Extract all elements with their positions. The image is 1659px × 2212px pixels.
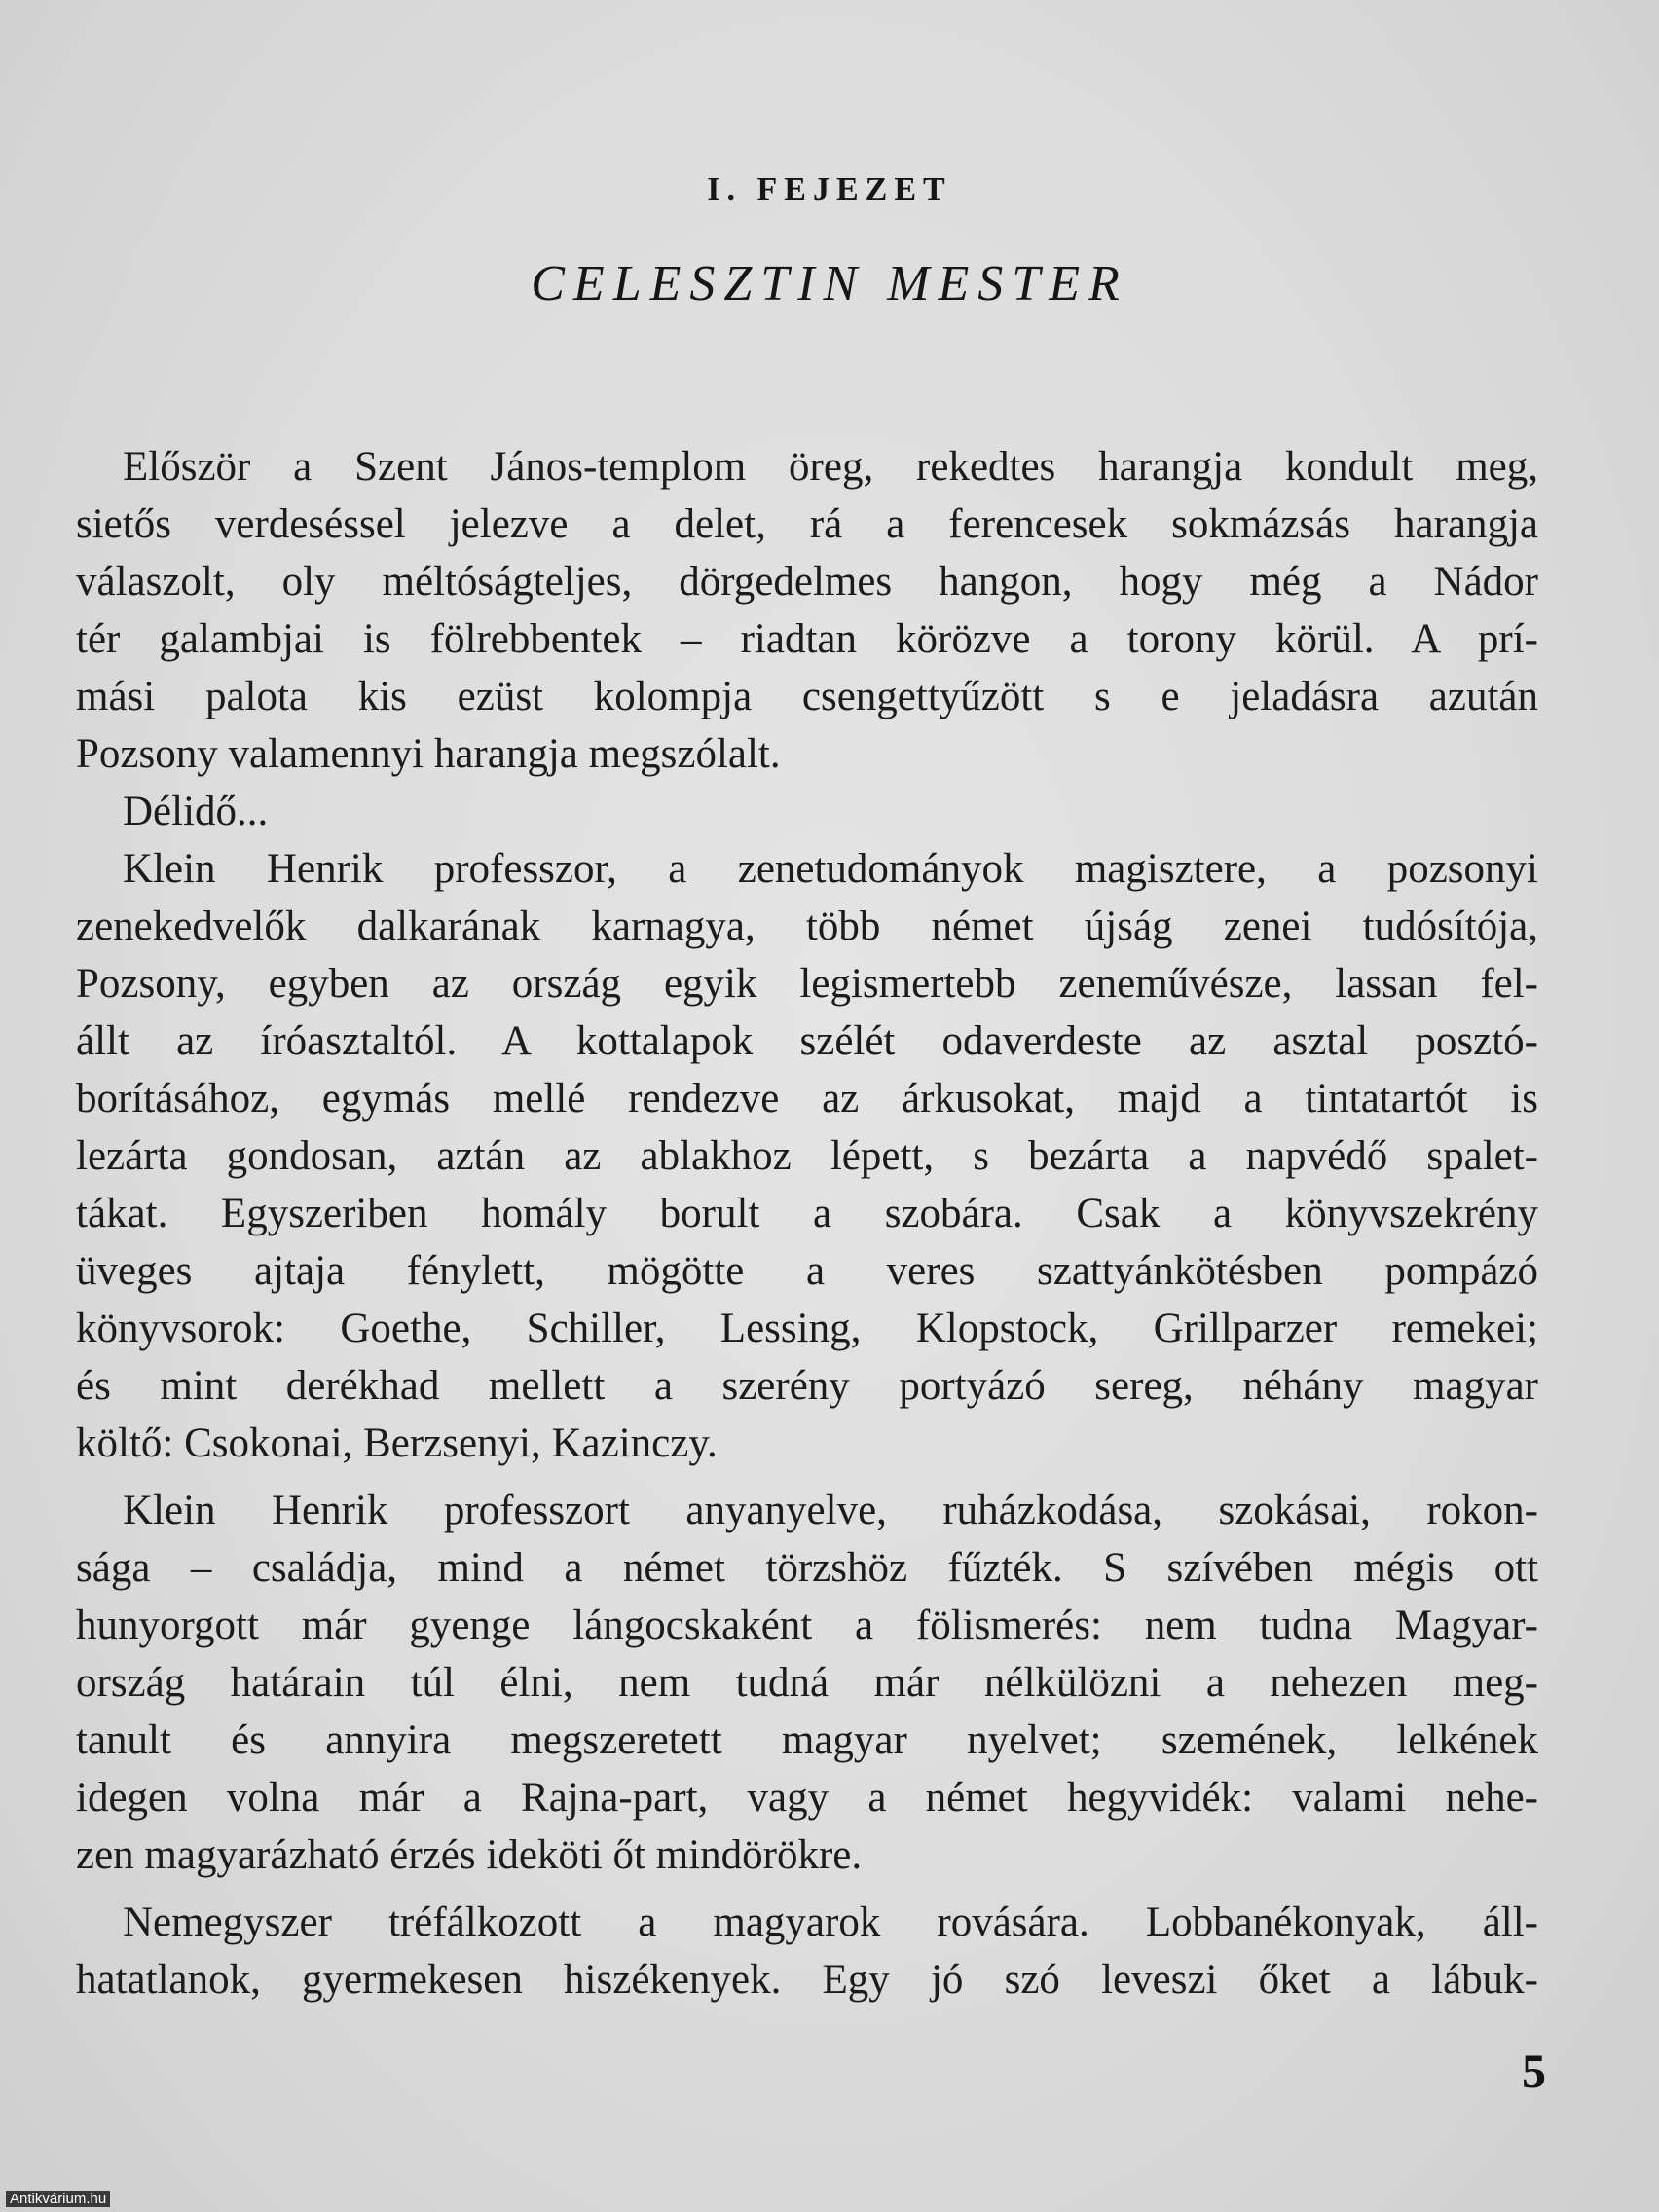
text-line: költő: Csokonai, Berzsenyi, Kazinczy. (76, 1420, 718, 1466)
watermark: Antikvárium.hu (6, 2191, 110, 2207)
paragraph (76, 840, 1538, 1472)
text-line: zen magyarázható érzés ideköti őt mindörökre. (76, 1832, 863, 1878)
text-line: hunyorgott már gyenge lángocskaként a fölismerés: nem tudna Magyar- (76, 1603, 1538, 1648)
text-line: könyvsorok: Goethe, Schiller, Lessing, Klopstock, Grillparzer remekei; (76, 1306, 1538, 1351)
text-line: tanult és annyira megszeretett magyar nyelvet; szemének, lelkének (76, 1717, 1538, 1763)
text-line: Klein Henrik professzort anyanyelve, ruházkodása, szokásai, rokon- (123, 1488, 1538, 1533)
text-line: mási palota kis ezüst kolompja csengettyűzött s e jeladásra azután (76, 674, 1538, 719)
page-number: 5 (1522, 2044, 1546, 2098)
chapter-title: CELESZTIN MESTER (531, 256, 1128, 312)
paragraph-gap (76, 1472, 1538, 1482)
text-line: tákat. Egyszeriben homály borult a szobára. Csak a könyvszekrény (76, 1191, 1538, 1236)
text-line: idegen volna már a Rajna-part, vagy a német hegyvidék: valami nehe- (76, 1775, 1538, 1821)
text-line: üveges ajtaja fénylett, mögötte a veres szattyánkötésben pompázó (76, 1248, 1538, 1294)
text-line: válaszolt, oly méltóságteljes, dörgedelmes hangon, hogy még a Nádor (76, 559, 1538, 605)
text-line: állt az íróasztaltól. A kottalapok szélét odaverdeste az asztal posztó- (76, 1018, 1538, 1064)
paragraph-gap (76, 1884, 1538, 1894)
text-line: Pozsony valamennyi harangja megszólalt. (76, 731, 781, 777)
paragraph (76, 1894, 1538, 2009)
text-line: és mint derékhad mellett a szerény portyázó sereg, néhány magyar (76, 1363, 1538, 1409)
text-line: lezárta gondosan, aztán az ablakhoz lépett, s bezárta a napvédő spalet- (76, 1133, 1538, 1179)
text-line: hatatlanok, gyermekesen hiszékenyek. Egy jó szó leveszi őket a lábuk- (76, 1957, 1538, 2003)
text-line: Klein Henrik professzor, a zenetudományok magisztere, a pozsonyi (123, 846, 1538, 892)
body-text (76, 438, 1538, 2009)
text-line: Délidő... (123, 789, 269, 834)
text-line: sága – családja, mind a német törzshöz fűzték. S szívében mégis ott (76, 1545, 1538, 1591)
chapter-label: I. FEJEZET (707, 171, 952, 207)
text-line: tér galambjai is fölrebbentek – riadtan körözve a torony körül. A prí- (76, 616, 1538, 662)
text-line: ország határain túl élni, nem tudná már nélkülözni a nehezen meg- (76, 1660, 1538, 1706)
paragraph (76, 438, 1538, 783)
paragraph (76, 1482, 1538, 1884)
text-line: sietős verdeséssel jelezve a delet, rá a ferencesek sokmázsás harangja (76, 501, 1538, 547)
text-line: borításához, egymás mellé rendezve az árkusokat, majd a tintatartót is (76, 1076, 1538, 1122)
text-line: zenekedvelők dalkarának karnagya, több német újság zenei tudósítója, (76, 903, 1538, 949)
text-line: Pozsony, egyben az ország egyik legismertebb zeneművésze, lassan fel- (76, 961, 1538, 1007)
text-line: Először a Szent János-templom öreg, rekedtes harangja kondult meg, (123, 444, 1538, 490)
text-line: Nemegyszer tréfálkozott a magyarok rovására. Lobbanékonyak, áll- (123, 1899, 1538, 1945)
paragraph (76, 783, 1538, 840)
